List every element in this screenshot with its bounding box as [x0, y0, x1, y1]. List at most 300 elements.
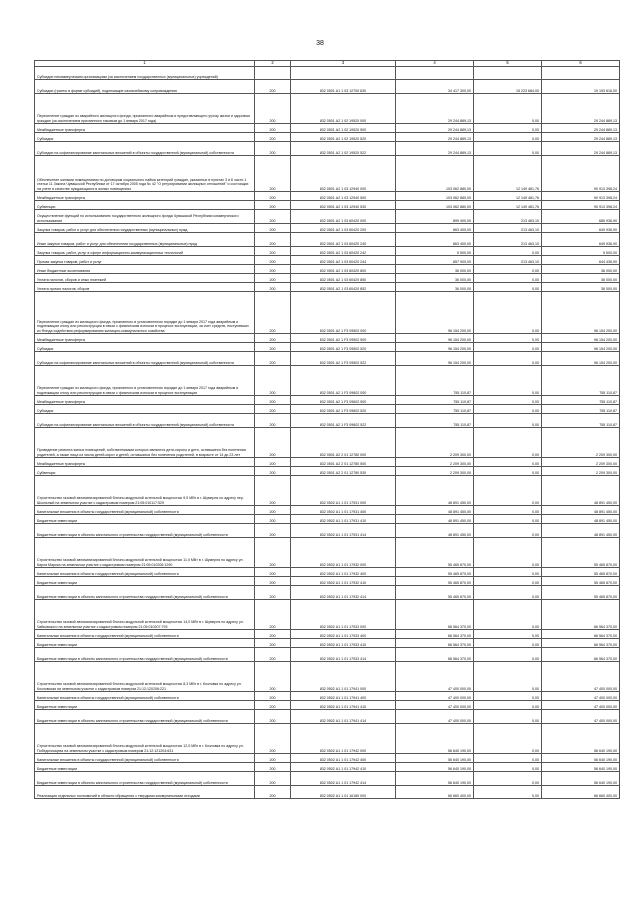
- row-remaining-value: 56 640 190,00: [542, 772, 620, 786]
- row-remaining-value: 36 000,00: [542, 274, 620, 283]
- row-name: Капитальные вложения в объекты государственной (муниципальной) собственности: [35, 754, 255, 763]
- row-approved-value: 47 400 000,00: [396, 662, 474, 692]
- row-remaining-value: 96 154 200,00: [542, 292, 620, 334]
- row-code: 200: [255, 224, 291, 233]
- row-classification: 832 0502 А1 1 01 17942 400: [291, 754, 396, 763]
- row-classification: 832 0501 А2 1 03 60420 852: [291, 283, 396, 292]
- row-remaining-value: 2 209 300,00: [542, 428, 620, 458]
- row-classification: 832 0502 А1 1 01 17933 400: [291, 630, 396, 639]
- row-executed-value: 0,00: [474, 458, 542, 467]
- row-classification: 832 0502 А1 1 01 17933 410: [291, 639, 396, 648]
- row-classification: 832 0501 А2 1 F3 09502 522: [291, 352, 396, 366]
- row-executed-value: 12 149 481,76: [474, 192, 542, 201]
- row-approved-value: 103 062 880,00: [396, 201, 474, 210]
- row-approved-value: 66 564 370,00: [396, 648, 474, 662]
- row-classification: 832 0502 А1 1 01 17932 414: [291, 586, 396, 600]
- row-name: Бюджетные инвестиции в объекты капитального строительства государственной (муниципальной) собственности: [35, 648, 255, 662]
- row-approved-value: 48 891 450,00: [396, 515, 474, 524]
- row-remaining-value: 685 936,90: [542, 210, 620, 224]
- row-classification: 832 0501 А2 2 01 12780 000: [291, 428, 396, 458]
- row-name: Субсидии на софинансирование капитальных вложений в объекты государственной (муниципальной) собственности: [35, 352, 255, 366]
- table-row: [35, 630, 620, 639]
- row-classification: 832 0502 А1 1 01 17933 414: [291, 648, 396, 662]
- row-name: Субсидии на софинансирование капитальных вложений в объекты государственной (муниципальной) собственности: [35, 414, 255, 428]
- row-name: Переселение граждан из жилищного фонда, признанного в установленном порядке до 1 января 2017 года аварийным и подлежащим сносу или реконструкции в связи с физическим износом в процессе эксплуатации, за счет средств, поступивших из Фонда содействия реформированию жилищно-коммунального хозяйства: [35, 292, 255, 334]
- row-approved-value: 34 417 300,00: [396, 80, 474, 94]
- row-executed-value: 0,00: [474, 662, 542, 692]
- row-executed-value: 213 463,10: [474, 256, 542, 265]
- table-row: [35, 210, 620, 224]
- row-remaining-value: 29 244 889,13: [542, 142, 620, 156]
- row-code: 200: [255, 772, 291, 786]
- table-row: [35, 274, 620, 283]
- row-name: Переселение граждан из жилищного фонда, признанного в установленном порядке до 1 января 2017 года аварийным и подлежащим сносу или реконструкции в связи с физическим износом в процессе эксплуатации: [35, 366, 255, 396]
- row-name: Бюджетные инвестиции в объекты капитального строительства государственной (муниципальной) собственности: [35, 772, 255, 786]
- row-code: 200: [255, 701, 291, 710]
- row-name: Капитальные вложения в объекты государственной (муниципальной) собственности: [35, 506, 255, 515]
- table-row: [35, 786, 620, 799]
- row-code: 200: [255, 662, 291, 692]
- table-row: [35, 692, 620, 701]
- row-classification: 832 0502 А1 1 01 17941 000: [291, 662, 396, 692]
- table-row: [35, 256, 620, 265]
- row-approved-value: 48 891 450,00: [396, 506, 474, 515]
- row-approved-value: 36 000,00: [396, 283, 474, 292]
- row-remaining-value: 56 640 190,00: [542, 763, 620, 772]
- row-remaining-value: 90 913 398,24: [542, 192, 620, 201]
- row-executed-value: 0,00: [474, 692, 542, 701]
- row-executed-value: 0,00: [474, 142, 542, 156]
- row-code: 200: [255, 524, 291, 538]
- table-row: [35, 124, 620, 133]
- row-remaining-value: 47 400 000,00: [542, 701, 620, 710]
- row-name: Капитальные вложения в объекты государственной (муниципальной) собственности: [35, 568, 255, 577]
- row-approved-value: 96 154 200,00: [396, 292, 474, 334]
- table-row: [35, 366, 620, 396]
- table-row: [35, 343, 620, 352]
- row-remaining-value: 649 936,90: [542, 233, 620, 247]
- row-remaining-value: 755 110,87: [542, 405, 620, 414]
- row-remaining-value: 48 891 450,00: [542, 506, 620, 515]
- row-code: 200: [255, 568, 291, 577]
- row-remaining-value: 755 110,87: [542, 396, 620, 405]
- row-classification: 832 0501 А2 2 01 12780 530: [291, 467, 396, 476]
- table-row: [35, 662, 620, 692]
- row-remaining-value: 96 154 200,00: [542, 352, 620, 366]
- row-code: 200: [255, 458, 291, 467]
- row-remaining-value: 47 400 000,00: [542, 692, 620, 701]
- row-remaining-value: 55 465 870,00: [542, 586, 620, 600]
- row-name: Строительство газовой автоматизированной блочно-модульной котельной мощностью 9,5 МВт в г. Шумерля по адресу пер. Школьный на земельном участке с кадастровым номером 21:05:010117:529: [35, 476, 255, 506]
- row-executed-value: 0,00: [474, 786, 542, 799]
- table-row: [35, 476, 620, 506]
- row-name: Закупка товаров, работ, услуг в сфере информационно-коммуникационных технологий: [35, 247, 255, 256]
- row-code: 200: [255, 233, 291, 247]
- row-executed-value: 0,00: [474, 428, 542, 458]
- row-code: 200: [255, 334, 291, 343]
- row-remaining-value: [542, 67, 620, 80]
- row-remaining-value: 2 209 300,00: [542, 458, 620, 467]
- table-row: [35, 763, 620, 772]
- row-approved-value: 66 660 400,00: [396, 786, 474, 799]
- table-row: [35, 265, 620, 274]
- row-remaining-value: 2 209 300,00: [542, 467, 620, 476]
- row-executed-value: 0,00: [474, 247, 542, 256]
- row-name: Строительство газовой автоматизированной блочно-модульной котельной мощностью 14,0 МВт в г. Шумерля по адресу ул. Чайковского на земельном участке с кадастровым номером 21:05:010207:793: [35, 600, 255, 630]
- row-code: 200: [255, 467, 291, 476]
- row-approved-value: 5 500,00: [396, 247, 474, 256]
- row-remaining-value: 90 913 398,24: [542, 201, 620, 210]
- row-name: Бюджетные инвестиции: [35, 701, 255, 710]
- row-code: 200: [255, 156, 291, 192]
- row-executed-value: 0,00: [474, 265, 542, 274]
- row-classification: 832 0502 А1 1 01 16180 000: [291, 786, 396, 799]
- row-name: Субсидии (гранты в форме субсидий), подлежащие казначейскому сопровождению: [35, 80, 255, 94]
- row-approved-value: 96 154 200,00: [396, 334, 474, 343]
- row-approved-value: 47 400 000,00: [396, 692, 474, 701]
- table-row: [35, 524, 620, 538]
- row-code: 200: [255, 577, 291, 586]
- row-approved-value: 36 000,00: [396, 274, 474, 283]
- row-remaining-value: 96 154 200,00: [542, 334, 620, 343]
- row-approved-value: 55 465 870,00: [396, 538, 474, 568]
- row-code: 200: [255, 247, 291, 256]
- row-approved-value: 66 564 370,00: [396, 639, 474, 648]
- row-name: Строительство газовой автоматизированной блочно-модульной котельной мощностью 12,0 МВт в г. Козловка по адресу ул. Победоносцева на земельном участке с кадастровым номером 21:12:121204:631: [35, 724, 255, 754]
- row-executed-value: 0,00: [474, 577, 542, 586]
- table-row: [35, 247, 620, 256]
- row-code: 200: [255, 94, 291, 124]
- row-code: 200: [255, 515, 291, 524]
- table-row: [35, 506, 620, 515]
- row-classification: 832 0501 А2 1 03 12940 000: [291, 156, 396, 192]
- row-executed-value: 0,00: [474, 586, 542, 600]
- table-row: [35, 458, 620, 467]
- row-classification: 832 0501 А2 1 F3 09602 000: [291, 366, 396, 396]
- row-remaining-value: 19 193 616,00: [542, 80, 620, 94]
- row-classification: 832 0501 А2 1 03 60420 244: [291, 256, 396, 265]
- row-executed-value: 0,00: [474, 568, 542, 577]
- row-executed-value: 0,00: [474, 710, 542, 724]
- row-classification: 832 0501 А2 1 F3 09502 000: [291, 292, 396, 334]
- row-classification: 832 0501 А2 1 F3 09602 520: [291, 405, 396, 414]
- row-remaining-value: 55 465 870,00: [542, 577, 620, 586]
- row-code: 200: [255, 724, 291, 754]
- row-code: 200: [255, 265, 291, 274]
- row-classification: 832 0502 А1 1 01 17942 414: [291, 772, 396, 786]
- row-executed-value: 0,00: [474, 515, 542, 524]
- column-header: 2: [255, 61, 291, 67]
- row-approved-value: 755 110,87: [396, 396, 474, 405]
- row-classification: [291, 67, 396, 80]
- row-classification: 832 0501 А2 1 F3 09602 500: [291, 396, 396, 405]
- row-remaining-value: 5 500,00: [542, 247, 620, 256]
- table-row: [35, 710, 620, 724]
- column-header: 4: [396, 61, 474, 67]
- row-executed-value: 0,00: [474, 124, 542, 133]
- row-executed-value: 0,00: [474, 334, 542, 343]
- row-classification: 832 0502 А1 1 01 17931 414: [291, 524, 396, 538]
- row-classification: 832 0501 А2 1 F3 09602 522: [291, 414, 396, 428]
- table-row: [35, 754, 620, 763]
- table-row: [35, 67, 620, 80]
- row-code: 200: [255, 343, 291, 352]
- row-name: Субсидии некоммерческим организациям (за исключением государственных (муниципальных) учреждений): [35, 67, 255, 80]
- row-classification: 832 0502 А1 1 01 17941 400: [291, 692, 396, 701]
- row-code: 200: [255, 630, 291, 639]
- row-executed-value: 213 463,10: [474, 224, 542, 233]
- row-code: 200: [255, 80, 291, 94]
- row-approved-value: 36 000,00: [396, 265, 474, 274]
- row-executed-value: 213 463,10: [474, 233, 542, 247]
- table-row: [35, 133, 620, 142]
- row-approved-value: 755 110,87: [396, 414, 474, 428]
- row-approved-value: 863 400,00: [396, 224, 474, 233]
- row-classification: 832 0501 А2 1 03 60420 800: [291, 265, 396, 274]
- row-name: Осуществление функций по использованию государственного жилищного фонда Чувашской Республики коммерческого использования: [35, 210, 255, 224]
- page-number: 38: [316, 40, 324, 47]
- row-classification: 832 0501 А2 1 02 19520 522: [291, 142, 396, 156]
- row-approved-value: 899 400,00: [396, 210, 474, 224]
- row-executed-value: 0,00: [474, 639, 542, 648]
- row-code: 200: [255, 133, 291, 142]
- row-remaining-value: 36 000,00: [542, 265, 620, 274]
- row-code: 200: [255, 639, 291, 648]
- row-remaining-value: 66 564 370,00: [542, 639, 620, 648]
- row-name: Капитальные вложения в объекты государственной (муниципальной) собственности: [35, 692, 255, 701]
- row-code: 200: [255, 538, 291, 568]
- row-remaining-value: 644 436,90: [542, 256, 620, 265]
- row-remaining-value: 66 564 370,00: [542, 630, 620, 639]
- row-approved-value: 47 400 000,00: [396, 710, 474, 724]
- row-approved-value: 103 062 880,00: [396, 156, 474, 192]
- table-row: [35, 192, 620, 201]
- row-approved-value: 66 564 370,00: [396, 630, 474, 639]
- row-remaining-value: 48 891 450,00: [542, 524, 620, 538]
- row-code: 200: [255, 366, 291, 396]
- column-header: 6: [542, 61, 620, 67]
- row-executed-value: 213 463,10: [474, 210, 542, 224]
- table-row: [35, 467, 620, 476]
- row-classification: 832 0501 А2 1 03 60420 000: [291, 210, 396, 224]
- row-executed-value: 0,00: [474, 754, 542, 763]
- row-classification: 832 0501 А2 1 03 60420 242: [291, 247, 396, 256]
- row-name: Прочая закупка товаров, работ и услуг: [35, 256, 255, 265]
- row-approved-value: 96 154 200,00: [396, 352, 474, 366]
- table-row: [35, 600, 620, 630]
- table-row: [35, 414, 620, 428]
- row-approved-value: 863 400,00: [396, 233, 474, 247]
- row-code: 200: [255, 600, 291, 630]
- table-row: [35, 515, 620, 524]
- row-code: 200: [255, 256, 291, 265]
- row-approved-value: 56 640 190,00: [396, 754, 474, 763]
- row-approved-value: 755 110,87: [396, 405, 474, 414]
- row-name: Бюджетные инвестиции в объекты капитального строительства государственной (муниципальной) собственности: [35, 710, 255, 724]
- row-code: 200: [255, 692, 291, 701]
- table-row: [35, 648, 620, 662]
- row-classification: 832 0501 А2 1 02 19520 000: [291, 94, 396, 124]
- row-remaining-value: 55 465 870,00: [542, 568, 620, 577]
- row-classification: 832 0502 А1 1 01 17933 000: [291, 600, 396, 630]
- row-classification: 832 0501 А2 1 03 12940 500: [291, 192, 396, 201]
- row-code: 200: [255, 210, 291, 224]
- row-name: Иные закупки товаров, работ и услуг для обеспечения государственных (муниципальных) нужд: [35, 233, 255, 247]
- row-name: Субсидии: [35, 343, 255, 352]
- row-name: Субвенции: [35, 467, 255, 476]
- row-name: Межбюджетные трансферты: [35, 192, 255, 201]
- row-name: Реализация отдельных полномочий в области обращения с твердыми коммунальными отходами: [35, 786, 255, 799]
- row-executed-value: 0,00: [474, 94, 542, 124]
- table-row: [35, 352, 620, 366]
- table-row: [35, 80, 620, 94]
- row-name: Межбюджетные трансферты: [35, 396, 255, 405]
- row-executed-value: 0,00: [474, 292, 542, 334]
- table-row: [35, 772, 620, 786]
- row-name: Строительство газовой автоматизированной блочно-модульной котельной мощностью 11,0 МВт в г. Шумерля по адресу ул. Карла Маркса на земельном участке с кадастровым номером 21:05:010206:1290: [35, 538, 255, 568]
- table-row: [35, 701, 620, 710]
- row-remaining-value: 755 110,87: [542, 366, 620, 396]
- table-row: [35, 201, 620, 210]
- row-code: 200: [255, 506, 291, 515]
- row-classification: 832 0501 А2 2 01 12780 500: [291, 458, 396, 467]
- table-row: [35, 156, 620, 192]
- table-row: [35, 538, 620, 568]
- row-approved-value: 47 400 000,00: [396, 701, 474, 710]
- column-header: 3: [291, 61, 396, 67]
- row-name: Бюджетные инвестиции: [35, 577, 255, 586]
- row-name: Уплата прочих налогов, сборов: [35, 283, 255, 292]
- row-classification: 832 0501 А2 1 02 19520 500: [291, 124, 396, 133]
- row-name: Субсидии: [35, 133, 255, 142]
- row-approved-value: 48 891 450,00: [396, 524, 474, 538]
- row-approved-value: 2 209 300,00: [396, 428, 474, 458]
- row-executed-value: 0,00: [474, 405, 542, 414]
- row-name: Капитальные вложения в объекты государственной (муниципальной) собственности: [35, 630, 255, 639]
- row-approved-value: 29 244 889,13: [396, 142, 474, 156]
- row-classification: 832 0501 А2 1 03 12940 530: [291, 201, 396, 210]
- row-code: 200: [255, 414, 291, 428]
- row-name: Бюджетные инвестиции: [35, 639, 255, 648]
- row-remaining-value: 55 465 870,00: [542, 538, 620, 568]
- row-executed-value: 0,00: [474, 763, 542, 772]
- row-remaining-value: 66 564 370,00: [542, 600, 620, 630]
- row-approved-value: 857 900,00: [396, 256, 474, 265]
- row-remaining-value: 29 244 889,13: [542, 133, 620, 142]
- row-classification: 832 0502 А1 1 01 17942 410: [291, 763, 396, 772]
- row-code: 200: [255, 292, 291, 334]
- row-name: Переселение граждан из аварийного жилищного фонда, признанного аварийным и представляющего угрозу жизни и здоровью граждан (за исключением признанного таковым до 1 января 2017 года): [35, 94, 255, 124]
- row-approved-value: [396, 67, 474, 80]
- row-classification: 832 0502 А1 1 01 17931 000: [291, 476, 396, 506]
- row-name: Субсидии на софинансирование капитальных вложений в объекты государственной (муниципальной) собственности: [35, 142, 255, 156]
- row-approved-value: 96 154 200,00: [396, 343, 474, 352]
- row-name: Обеспечение жилыми помещениями по договорам социального найма категорий граждан, указанных в пунктах 3 и 6 части 1 статьи 11 Закона Чувашской Республики от 17 октября 2005 года № 42 "О регулировании жилищных отношений" и состоящих на учете в качестве нуждающихся в жилых помещениях: [35, 156, 255, 192]
- row-name: Бюджетные инвестиции в объекты капитального строительства государственной (муниципальной) собственности: [35, 524, 255, 538]
- row-classification: 832 0502 А1 1 01 17932 400: [291, 568, 396, 577]
- row-executed-value: 0,00: [474, 396, 542, 405]
- row-executed-value: 0,00: [474, 476, 542, 506]
- row-remaining-value: 29 244 889,13: [542, 94, 620, 124]
- row-approved-value: 2 209 300,00: [396, 458, 474, 467]
- row-code: 200: [255, 428, 291, 458]
- row-classification: 832 0501 А2 1 F3 09502 520: [291, 343, 396, 352]
- table-row: [35, 292, 620, 334]
- row-classification: 832 0502 А1 1 01 17941 410: [291, 701, 396, 710]
- row-approved-value: 48 891 450,00: [396, 476, 474, 506]
- row-executed-value: 12 149 481,76: [474, 201, 542, 210]
- table-row: [35, 568, 620, 577]
- row-remaining-value: 755 110,87: [542, 414, 620, 428]
- row-code: 200: [255, 396, 291, 405]
- row-executed-value: 0,00: [474, 283, 542, 292]
- row-classification: 832 0501 А2 1 03 60420 240: [291, 233, 396, 247]
- row-code: 200: [255, 648, 291, 662]
- row-name: Уплата налогов, сборов и иных платежей: [35, 274, 255, 283]
- row-classification: 832 0501 А1 1 03 12700 630: [291, 80, 396, 94]
- column-header: 1: [35, 61, 255, 67]
- row-executed-value: 0,00: [474, 648, 542, 662]
- budget-table: [34, 60, 620, 799]
- row-name: Бюджетные инвестиции в объекты капитального строительства государственной (муниципальной) собственности: [35, 586, 255, 600]
- row-remaining-value: 66 564 370,00: [542, 648, 620, 662]
- row-executed-value: 0,00: [474, 630, 542, 639]
- row-name: Бюджетные инвестиции: [35, 763, 255, 772]
- row-remaining-value: 47 400 000,00: [542, 710, 620, 724]
- row-code: 200: [255, 754, 291, 763]
- row-executed-value: 0,00: [474, 343, 542, 352]
- row-code: 200: [255, 786, 291, 799]
- row-approved-value: 2 209 300,00: [396, 467, 474, 476]
- row-remaining-value: 66 660 400,00: [542, 786, 620, 799]
- row-executed-value: 0,00: [474, 772, 542, 786]
- table-row: [35, 577, 620, 586]
- row-executed-value: [474, 67, 542, 80]
- row-code: 200: [255, 142, 291, 156]
- row-executed-value: 0,00: [474, 724, 542, 754]
- row-executed-value: 0,00: [474, 414, 542, 428]
- row-classification: 832 0502 А1 1 01 17932 000: [291, 538, 396, 568]
- row-name: Межбюджетные трансферты: [35, 334, 255, 343]
- row-code: 200: [255, 763, 291, 772]
- table-row: [35, 283, 620, 292]
- table-row: [35, 233, 620, 247]
- row-executed-value: 0,00: [474, 352, 542, 366]
- row-approved-value: 29 244 889,13: [396, 94, 474, 124]
- row-name: Межбюджетные трансферты: [35, 458, 255, 467]
- row-name: Бюджетные инвестиции: [35, 515, 255, 524]
- row-remaining-value: 29 244 889,13: [542, 124, 620, 133]
- row-name: Закупка товаров, работ и услуг для обеспечения государственных (муниципальных) нужд: [35, 224, 255, 233]
- row-classification: 832 0501 А2 1 03 60420 200: [291, 224, 396, 233]
- table-row: [35, 586, 620, 600]
- table-row: [35, 396, 620, 405]
- row-name: Иные бюджетные ассигнования: [35, 265, 255, 274]
- row-approved-value: 66 564 370,00: [396, 600, 474, 630]
- row-code: 200: [255, 476, 291, 506]
- row-code: 200: [255, 405, 291, 414]
- table-row: [35, 142, 620, 156]
- row-executed-value: 0,00: [474, 701, 542, 710]
- row-approved-value: 55 465 870,00: [396, 586, 474, 600]
- row-remaining-value: 56 640 190,00: [542, 724, 620, 754]
- row-remaining-value: 56 640 190,00: [542, 754, 620, 763]
- row-code: 200: [255, 283, 291, 292]
- row-classification: 832 0502 А1 1 01 17932 410: [291, 577, 396, 586]
- table-row: [35, 94, 620, 124]
- table-row: [35, 405, 620, 414]
- row-approved-value: 103 062 880,00: [396, 192, 474, 201]
